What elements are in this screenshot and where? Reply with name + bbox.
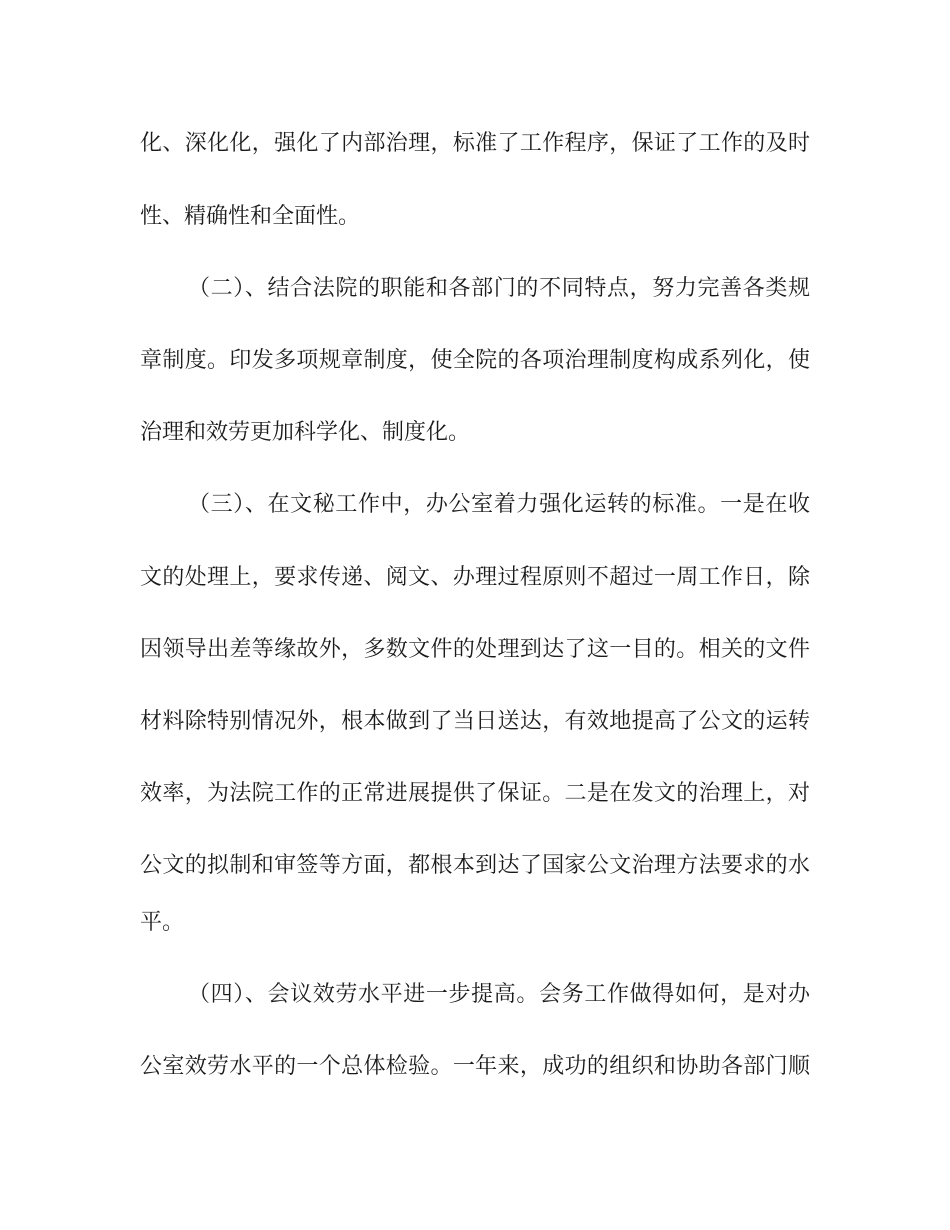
paragraph-line: 平。 <box>140 910 185 935</box>
paragraph-line: （二）、结合法院的职能和各部门的不同特点，努力完善各类规 <box>188 276 810 301</box>
paragraph-line: 公室效劳水平的一个总体检验。一年来，成功的组织和协助各部门顺 <box>140 1054 810 1079</box>
paragraph-line: 章制度。印发多项规章制度，使全院的各项治理制度构成系列化，使 <box>140 348 810 373</box>
paragraph-line: 因领导出差等缘故外，多数文件的处理到达了这一目的。相关的文件 <box>140 637 810 662</box>
paragraph-line: 文的处理上，要求传递、阅文、办理过程原则不超过一周工作日，除 <box>140 565 810 590</box>
paragraph-line: 材料除特别情况外，根本做到了当日送达，有效地提高了公文的运转 <box>140 709 810 734</box>
paragraph-line: 公文的拟制和审签等方面，都根本到达了国家公文治理方法要求的水 <box>140 853 810 878</box>
paragraph-line: 性、精确性和全面性。 <box>140 204 361 229</box>
paragraph-line: 化、深化化，强化了内部治理，标准了工作程序，保证了工作的及时 <box>140 131 810 156</box>
paragraph-line: 治理和效劳更加科学化、制度化。 <box>140 420 471 445</box>
paragraph-line: （三）、在文秘工作中，办公室着力强化运转的标准。一是在收 <box>188 492 810 517</box>
paragraph-line: 效率，为法院工作的正常进展提供了保证。二是在发文的治理上，对 <box>140 781 810 806</box>
paragraph-line: （四）、会议效劳水平进一步提高。会务工作做得如何，是对办 <box>188 982 810 1007</box>
